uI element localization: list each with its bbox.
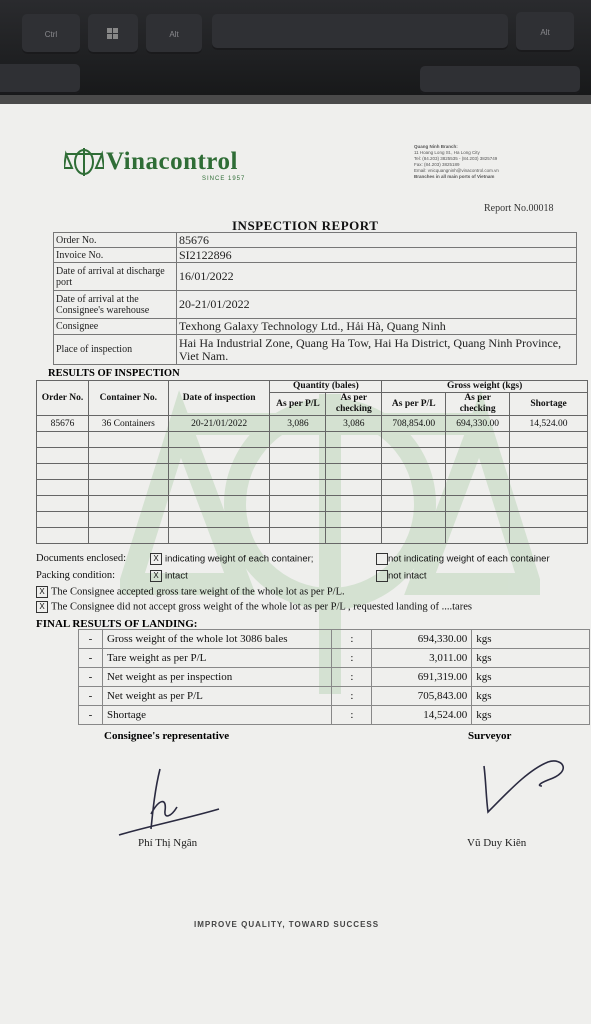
branch-line: Branches in all main ports of Vietnam	[414, 174, 495, 179]
consignee-rep-name: Phí Thị Ngân	[138, 837, 198, 849]
report-title: INSPECTION REPORT	[232, 218, 379, 233]
results-heading: RESULTS OF INSPECTION	[48, 368, 180, 379]
final-value: 14,524.00	[372, 706, 472, 725]
table-row	[37, 416, 588, 432]
key-lower-left	[0, 64, 80, 94]
final-label: Net weight as per inspection	[102, 668, 331, 687]
company-name: Vinacontrol	[106, 148, 238, 175]
final-unit: kgs	[472, 706, 590, 725]
final-value: 705,843.00	[372, 687, 472, 706]
accepted-statement	[36, 586, 345, 598]
final-dash: -	[79, 706, 103, 725]
not-accepted-statement	[36, 601, 472, 613]
branch-line: Fax: (84.203) 3825189	[414, 162, 460, 167]
packing-intact-option	[150, 570, 188, 582]
docs-not-indicating-option	[376, 553, 550, 565]
col-container: Container No.	[88, 381, 168, 416]
final-label: Gross weight of the whole lot 3086 bales	[102, 630, 331, 649]
info-row	[54, 233, 577, 248]
info-row	[54, 263, 577, 291]
final-unit: kgs	[472, 630, 590, 649]
branch-line: Quang Ninh Branch:	[414, 144, 458, 149]
key-lower-right	[420, 66, 580, 94]
info-row	[54, 335, 577, 365]
final-label: Net weight as per P/L	[102, 687, 331, 706]
accepted-checkbox: X	[36, 586, 48, 598]
empty-row	[37, 512, 588, 528]
branch-line: Email: vnicquangninh@vinacontrol.com.vn	[414, 168, 499, 173]
company-since: SINCE 1957	[202, 176, 246, 182]
final-row	[79, 630, 590, 649]
cell-order: 85676	[37, 416, 89, 432]
info-value: Hai Ha Industrial Zone, Quang Ha Tow, Hai Ha District, Quang Ninh Province, Viet Nam.	[177, 335, 577, 365]
cell-container: 36 Containers	[88, 416, 168, 432]
info-value: Texhong Galaxy Technology Ltd., Hải Hà, Quang Ninh	[177, 319, 577, 335]
surveyor-signature-icon	[478, 752, 578, 822]
docs-indicating-label: indicating weight of each container;	[165, 553, 314, 565]
docs-indicating-checkbox: X	[150, 553, 162, 565]
final-unit: kgs	[472, 649, 590, 668]
col-gw-pl: As per P/L	[382, 393, 446, 416]
branch-line: Tel: (84.203) 3825535 - (84.203) 3825749	[414, 156, 498, 161]
col-qty-check: As per checking	[326, 393, 382, 416]
docs-not-indicating-label: not indicating weight of each container	[388, 553, 550, 565]
cell-shortage: 14,524.00	[510, 416, 588, 432]
col-order: Order No.	[37, 381, 89, 416]
info-value: 16/01/2022	[177, 263, 577, 291]
final-colon: :	[332, 687, 372, 706]
final-colon: :	[332, 668, 372, 687]
info-label: Invoice No.	[54, 248, 177, 263]
col-qty-pl: As per P/L	[270, 393, 326, 416]
branch-line: 11 Hoang Long St., Ha Long City	[414, 150, 480, 155]
windows-icon	[107, 28, 119, 40]
col-gw-check: As per checking	[446, 393, 510, 416]
empty-row	[37, 432, 588, 448]
final-colon: :	[332, 706, 372, 725]
final-value: 694,330.00	[372, 630, 472, 649]
final-row	[79, 706, 590, 725]
surveyor-name: Vũ Duy Kiên	[467, 837, 527, 849]
surveyor-title: Surveyor	[468, 730, 512, 742]
final-row	[79, 649, 590, 668]
documents-enclosed-label: Documents enclosed:	[36, 553, 127, 564]
scale-logo-icon	[64, 146, 104, 178]
info-value: SI2122896	[177, 248, 577, 263]
not-accepted-checkbox: X	[36, 601, 48, 613]
empty-row	[37, 528, 588, 544]
consignee-signature-icon	[115, 759, 225, 839]
report-number: Report No.00018	[484, 203, 554, 214]
final-colon: :	[332, 649, 372, 668]
results-header-row	[37, 381, 588, 393]
final-row	[79, 687, 590, 706]
info-label: Consignee	[54, 319, 177, 335]
cell-gw-pl: 708,854.00	[382, 416, 446, 432]
final-label: Shortage	[102, 706, 331, 725]
docs-indicating-option	[150, 553, 313, 565]
packing-intact-checkbox: X	[150, 570, 162, 582]
cell-qty-pl: 3,086	[270, 416, 326, 432]
cell-gw-check: 694,330.00	[446, 416, 510, 432]
consignee-rep-title: Consignee's representative	[104, 730, 230, 742]
footer-slogan: IMPROVE QUALITY, TOWARD SUCCESS	[194, 920, 380, 929]
empty-row	[37, 480, 588, 496]
packing-not-intact-label: not intact	[388, 570, 427, 582]
ctrl-key: Ctrl	[22, 14, 80, 54]
info-value: 85676	[177, 233, 577, 248]
final-unit: kgs	[472, 687, 590, 706]
info-label: Place of inspection	[54, 335, 177, 365]
final-dash: -	[79, 649, 103, 668]
info-row	[54, 319, 577, 335]
info-row	[54, 248, 577, 263]
keyboard-background	[0, 0, 591, 110]
empty-row	[37, 464, 588, 480]
info-label: Date of arrival at the Consignee's warehouse	[54, 291, 177, 319]
final-dash: -	[79, 630, 103, 649]
packing-intact-label: intact	[165, 570, 188, 582]
branch-info	[414, 144, 564, 180]
windows-key	[88, 14, 138, 54]
results-table	[36, 380, 588, 544]
info-label: Date of arrival at discharge port	[54, 263, 177, 291]
final-results-table	[78, 629, 590, 725]
final-unit: kgs	[472, 668, 590, 687]
packing-condition-label: Packing condition:	[36, 570, 116, 581]
alt-key: Alt	[146, 14, 202, 54]
col-date: Date of inspection	[168, 381, 270, 416]
final-dash: -	[79, 668, 103, 687]
empty-row	[37, 496, 588, 512]
final-colon: :	[332, 630, 372, 649]
info-label: Order No.	[54, 233, 177, 248]
final-results-heading: FINAL RESULTS OF LANDING:	[36, 618, 198, 630]
cell-date: 20-21/01/2022	[168, 416, 270, 432]
docs-not-indicating-checkbox	[376, 553, 388, 565]
col-shortage: Shortage	[510, 393, 588, 416]
not-accepted-text: The Consignee did not accept gross weight of the whole lot as per P/L , requested landing of ....tares	[51, 601, 472, 613]
accepted-text: The Consignee accepted gross tare weight of the whole lot as per P/L.	[51, 586, 345, 598]
vinacontrol-logo	[64, 146, 104, 183]
final-dash: -	[79, 687, 103, 706]
col-quantity-group: Quantity (bales)	[270, 381, 382, 393]
cell-qty-check: 3,086	[326, 416, 382, 432]
final-value: 3,011.00	[372, 649, 472, 668]
final-label: Tare weight as per P/L	[102, 649, 331, 668]
info-row	[54, 291, 577, 319]
info-value: 20-21/01/2022	[177, 291, 577, 319]
final-value: 691,319.00	[372, 668, 472, 687]
packing-not-intact-checkbox	[376, 570, 388, 582]
col-gross-weight-group: Gross weight (kgs)	[382, 381, 588, 393]
order-info-table	[53, 232, 577, 365]
empty-row	[37, 448, 588, 464]
packing-not-intact-option	[376, 570, 427, 582]
space-key	[212, 14, 508, 50]
final-row	[79, 668, 590, 687]
inspection-report-page	[0, 104, 591, 1024]
alt-right-key: Alt	[516, 12, 574, 52]
